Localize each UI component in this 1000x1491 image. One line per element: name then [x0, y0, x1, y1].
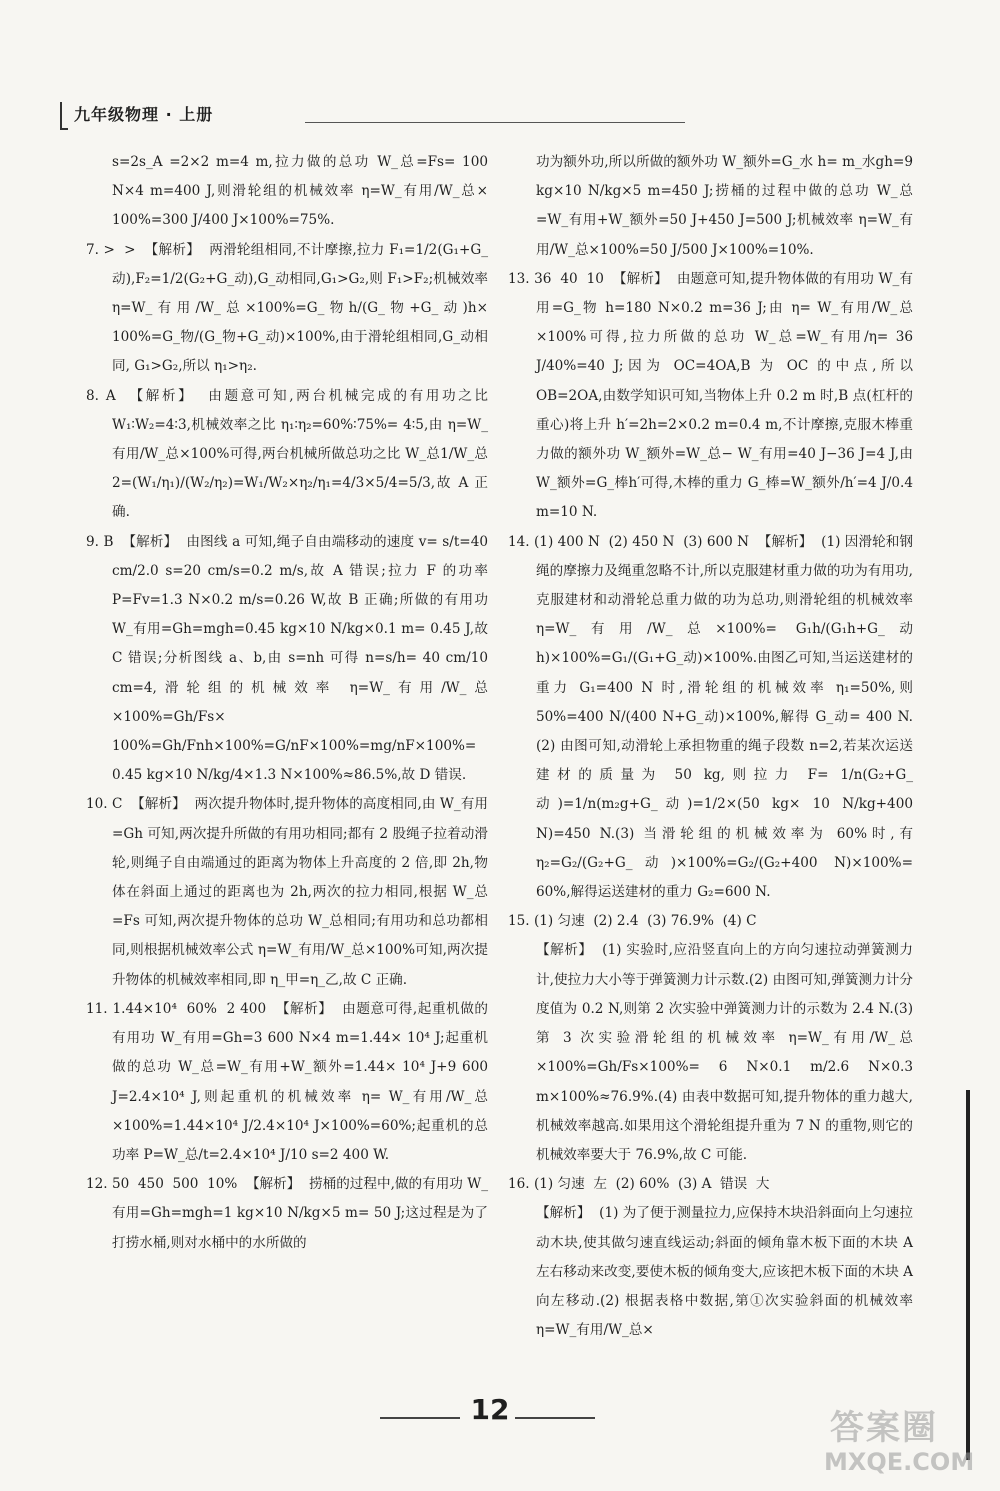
- header-rule: [305, 122, 685, 123]
- header-title: 九年级物理 · 上册: [74, 105, 214, 124]
- page-number: 12: [470, 1393, 510, 1426]
- answer-block: 12. 50 450 500 10% 【解析】 捞桶的过程中,做的有用功 W_有用=Gh=mgh=1 kg×10 N/kg×5 m= 50 J;这过程是为了打捞水桶,则对水桶中的水所做的: [86, 1176, 488, 1251]
- answer-block: 13. 36 40 10 【解析】 由题意可知,提升物体做的有用功 W_有用=G_物 h=180 N×0.2 m=36 J;由 η= W_有用/W_总×100%可得,拉力所做的总功 W_总=W_有用/η= 36 J/40%=40 J;因为 OC=4OA,B 为 OC 的中点,所以 OB=2OA,由数学知识可知,当物体上升 0.2 m 时,B 点(杠杆的重心)将上升 h′=2h=2×0.2 m=0.4 m,不计摩擦,克服木棒重力做的额外功 W_额外=W_总− W_有用=40 J−36 J=4 J,由 W_额外=G_棒h′可得,木棒的重力 G_棒=W_额外/h′=4 J/0.4 m=10 N.: [508, 270, 918, 521]
- answer-block: 14. (1) 400 N (2) 450 N (3) 600 N 【解析】 (1) 因滑轮和钢绳的摩擦力及绳重忽略不计,所以克服建材重力做的功为有用功,克服建材和动滑轮总重力做的功为总功,则滑轮组的机械效率 η=W_有用/W_总×100%= G₁h/(G₁h+G_动h)×100%=G₁/(G₁+G_动)×100%.由图乙可知,当运送建材的重力 G₁=400 N 时,滑轮组的机械效率 η₁=50%,则 50%=400 N/(400 N+G_动)×100%,解得 G_动= 400 N.(2) 由图可知,动滑轮上承担物重的绳子段数 n=2,若某次运送建材的质量为 50 kg,则拉力 F= 1/n(G₂+G_动)=1/n(m₂g+G_动)=1/2×(50 kg× 10 N/kg+400 N)=450 N.(3) 当滑轮组的机械效率为 60%时,有 η₂=G₂/(G₂+G_动)×100%=G₂/(G₂+400 N)×100%= 60%,解得运送建材的重力 G₂=600 N.: [508, 533, 918, 901]
- answer-block: 16. (1) 匀速 左 (2) 60% (3) A 错误 大: [508, 1176, 770, 1193]
- footer-rule-right: [515, 1417, 595, 1419]
- answer-block: 功为额外功,所以所做的额外功 W_额外=G_水 h= m_水gh=9 kg×10 N/kg×5 m=450 J;捞桶的过程中做的总功 W_总=W_有用+W_额外=50 J+450 J=500 J;机械效率 η=W_有用/W_总×100%=50 J/500 J×100%=10%.: [536, 154, 918, 258]
- answer-block: 7. > > 【解析】 两滑轮组相同,不计摩擦,拉力 F₁=1/2(G₁+G_动),F₂=1/2(G₂+G_动),G_动相同,G₁>G₂,则 F₁>F₂;机械效率 η=W_有用/W_总×100%=G_物h/(G_物+G_动)h× 100%=G_物/(G_物+G_动)×100%,由于滑轮组相同,G_动相同, G₁>G₂,所以 η₁>η₂.: [86, 241, 493, 375]
- header-bracket: [60, 102, 68, 130]
- answer-block: 15. (1) 匀速 (2) 2.4 (3) 76.9% (4) C: [508, 913, 757, 930]
- answer-block: 9. B 【解析】 由图线 a 可知,绳子自由端移动的速度 v= s/t=40 cm/2.0 s=20 cm/s=0.2 m/s,故 A 错误;拉力 F 的功率 P=Fv=1.3 N×0.2 m/s=0.26 W,故 B 正确;所做的有用功 W_有用=Gh=mgh=0.45 kg×10 N/kg×0.1 m= 0.45 J,故 C 错误;分析图线 a、b,由 s=nh 可得 n=s/h= 40 cm/10 cm=4,滑轮组的机械效率 η=W_有用/W_总×100%=Gh/Fs× 100%=Gh/Fnh×100%=G/nF×100%=mg/nF×100%= 0.45 kg×10 N/kg/4×1.3 N×100%≈86.5%,故 D 错误.: [86, 533, 493, 784]
- footer-rule-left: [380, 1417, 460, 1419]
- watermark-logo: [820, 1400, 995, 1488]
- answer-block: 【解析】 (1) 实验时,应沿竖直向上的方向匀速拉动弹簧测力计,使拉力大小等于弹簧测力计示数.(2) 由图可知,弹簧测力计分度值为 0.2 N,则第 2 次实验中弹簧测力计的示数为 2.4 N.(3) 第 3 次实验滑轮组的机械效率 η=W_有用/W_总×100%=Gh/Fs×100%= 6 N×0.1 m/2.6 N×0.3 m×100%≈76.9%.(4) 由表中数据可知,提升物体的重力越大,机械效率越高.如果用这个滑轮组提升重为 7 N 的重物,则它的机械效率要大于 76.9%,故 C 可能.: [536, 942, 918, 1163]
- page-header: [60, 102, 630, 130]
- watermark-url: MXQE.COM: [824, 1448, 975, 1476]
- answer-block: 11. 1.44×10⁴ 60% 2 400 【解析】 由题意可得,起重机做的有用功 W_有用=Gh=3 600 N×4 m=1.44× 10⁴ J;起重机做的总功 W_总=W_有用+W_额外=1.44× 10⁴ J+9 600 J=2.4×10⁴ J,则起重机的机械效率 η= W_有用/W_总×100%=1.44×10⁴ J/2.4×10⁴ J×100%=60%;起重机的总功率 P=W_总/t=2.4×10⁴ J/10 s=2 400 W.: [86, 1000, 493, 1163]
- watermark-text: 答案圈: [830, 1408, 938, 1448]
- answer-block: 10. C 【解析】 两次提升物体时,提升物体的高度相同,由 W_有用=Gh 可知,两次提升所做的有用功相同;都有 2 股绳子拉着动滑轮,则绳子自由端通过的距离为物体上升高度的 2 倍,即 2h,物体在斜面上通过的距离也为 2h,两次的拉力相同,根据 W_总=Fs 可知,两次提升物体的总功 W_总相同;有用功和总功都相同,则根据机械效率公式 η=W_有用/W_总×100%可知,两次提升物体的机械效率相同,即 η_甲=η_乙,故 C 正确.: [86, 796, 488, 988]
- left-column: [86, 148, 493, 1258]
- answer-block: 8. A 【解析】 由题意可知,两台机械完成的有用功之比 W₁∶W₂=4∶3,机械效率之比 η₁∶η₂=60%∶75%= 4∶5,由 η=W_有用/W_总×100%可得,两台机械所做总功之比 W_总1/W_总2=(W₁/η₁)/(W₂/η₂)=W₁/W₂×η₂/η₁=4/3×5/4=5/3,故 A 正确.: [86, 387, 493, 521]
- right-column: [508, 148, 918, 1345]
- answer-block: s=2s_A =2×2 m=4 m,拉力做的总功 W_总=Fs= 100 N×4 m=400 J,则滑轮组的机械效率 η=W_有用/W_总× 100%=300 J/400 J×100%=75%.: [112, 154, 493, 229]
- answer-block: 【解析】 (1) 为了便于测量拉力,应保持木块沿斜面向上匀速拉动木块,使其做匀速直线运动;斜面的倾角靠木板下面的木块 A 左右移动来改变,要使木板的倾角变大,应该把木板下面的木块 A 向左移动.(2) 根据表格中数据,第①次实验斜面的机械效率 η=W_有用/W_总×: [536, 1205, 918, 1339]
